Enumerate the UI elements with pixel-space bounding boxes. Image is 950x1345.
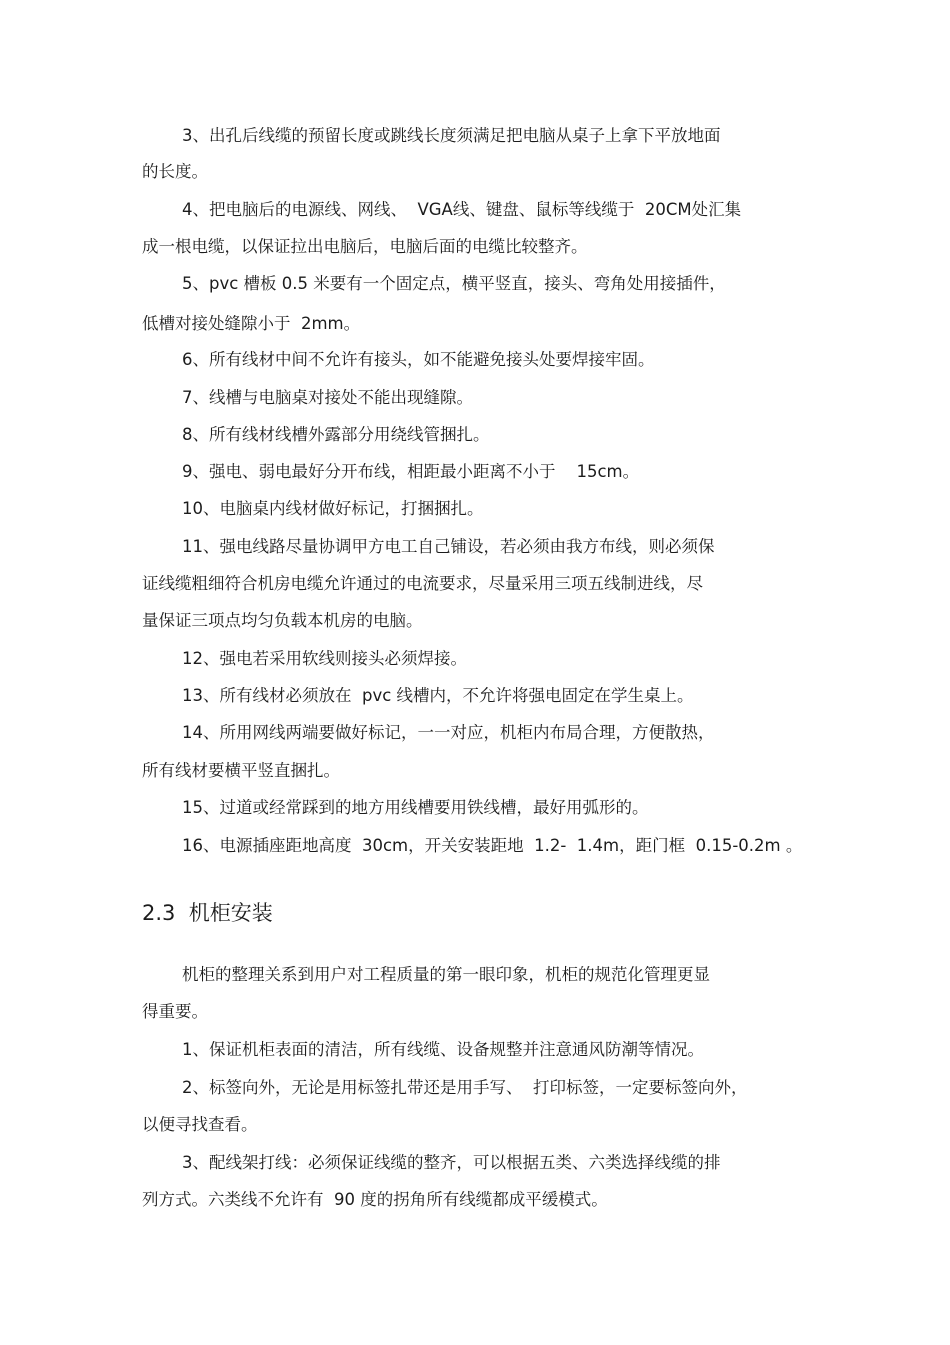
text-line: 机柜的整理关系到用户对工程质量的第一眼印象，机柜的规范化管理更显 [182,965,710,984]
text-line: 16、电源插座距地高度 30cm，开关安装距地 1.2- 1.4m，距门框 0.15-0.2m 。 [182,836,803,855]
text-line: 证线缆粗细符合机房电缆允许通过的电流要求，尽量采用三项五线制进线，尽 [142,574,703,593]
text-line: 3、出孔后线缆的预留长度或跳线长度须满足把电脑从桌子上拿下平放地面 [182,126,721,145]
text-line: 低槽对接处缝隙小于 2mm。 [142,314,361,333]
text-line: 的长度。 [142,162,208,181]
text-line: 以便寻找查看。 [142,1115,258,1134]
text-line: 12、强电若采用软线则接头必须焊接。 [182,649,467,668]
text-line: 2、标签向外，无论是用标签扎带还是用手写、 打印标签，一定要标签向外， [182,1078,748,1097]
text-line: 量保证三项点均匀负载本机房的电脑。 [142,611,423,630]
text-line: 7、线槽与电脑桌对接处不能出现缝隙。 [182,388,473,407]
section-heading: 2.3 机柜安装 [142,901,273,925]
text-line: 4、把电脑后的电源线、网线、 VGA线、键盘、鼠标等线缆于 20CM处汇集 [182,200,742,219]
text-line: 所有线材要横平竖直捆扎。 [142,761,340,780]
text-line: 10、电脑桌内线材做好标记，打捆捆扎。 [182,499,484,518]
text-line: 14、所用网线两端要做好标记，一一对应，机柜内布局合理，方便散热， [182,723,715,742]
text-line: 列方式。六类线不允许有 90 度的拐角所有线缆都成平缓模式。 [142,1190,608,1209]
text-line: 8、所有线材线槽外露部分用绕线管捆扎。 [182,425,490,444]
text-line: 成一根电缆，以保证拉出电脑后，电脑后面的电缆比较整齐。 [142,237,588,256]
text-line: 13、所有线材必须放在 pvc 线槽内，不允许将强电固定在学生桌上。 [182,686,694,705]
text-line: 5、pvc 槽板 0.5 米要有一个固定点，横平竖直，接头、弯角处用接插件， [182,274,726,293]
text-line: 9、强电、弱电最好分开布线，相距最小距离不小于 15cm。 [182,462,640,481]
text-line: 1、保证机柜表面的清洁，所有线缆、设备规整并注意通风防潮等情况。 [182,1040,704,1059]
text-line: 得重要。 [142,1002,208,1021]
text-line: 6、所有线材中间不允许有接头，如不能避免接头处要焊接牢固。 [182,350,655,369]
text-line: 11、强电线路尽量协调甲方电工自己铺设，若必须由我方布线，则必须保 [182,537,715,556]
text-line: 15、过道或经常踩到的地方用线槽要用铁线槽，最好用弧形的。 [182,798,649,817]
text-line: 3、配线架打线：必须保证线缆的整齐，可以根据五类、六类选择线缆的排 [182,1153,721,1172]
